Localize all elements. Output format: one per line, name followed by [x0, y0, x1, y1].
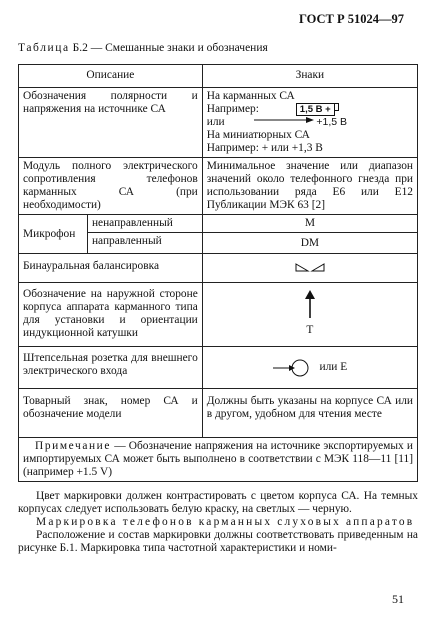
sign-line: На миниатюрных СА	[206, 129, 310, 141]
paragraph: Цвет маркировки должен контрастировать с цветом корпуса СА. На темных корпусах следует использовать белую краску, на светлых — черную.	[18, 490, 418, 515]
sign-example-label: Например:	[206, 103, 259, 115]
sign-line: Например: + или +1,3 В	[206, 142, 323, 154]
row-signs: Минимальное значение или диапазон значений около телефонного гнезда при использовании ряда Е6 или Е12 Публикации МЭК 63 [2]	[202, 158, 417, 215]
note-text: — Обозначение напряжения на источнике экспортируемых и импортируемых СА может быть выполнено в соответствии с МЭК 118—11 [11] (например +1.5 V)	[23, 440, 413, 478]
input-socket-icon	[273, 358, 313, 378]
row-description: Обозначения полярности и напряжения на источнике СА	[19, 88, 203, 158]
signs-table	[18, 64, 418, 482]
table-row	[19, 389, 418, 438]
row-description: Бинауральная балансировка	[19, 254, 203, 283]
section-heading: Маркировка телефонов карманных слуховых аппаратов	[36, 516, 415, 528]
right-arrow-icon	[254, 116, 314, 124]
caption-number: Б.2	[72, 42, 88, 54]
col-header-description: Описание	[19, 65, 203, 88]
row-description: Обозначение на наружной стороне корпуса аппарата карманного типа для установки и ориентации индукционной катушки	[19, 283, 203, 347]
row-signs	[202, 283, 417, 347]
page-number: 51	[392, 592, 404, 606]
table-row	[19, 158, 418, 215]
arrow-voltage-label: +1,5 В	[316, 116, 348, 128]
paragraph: Расположение и состав маркировки должны соответствовать приведенным на рисунке Б.1. Маркировка типа частотной характеристики и номи-	[18, 529, 418, 554]
sign-line: На карманных СА	[206, 90, 295, 102]
note-label: Примечание	[35, 440, 112, 452]
caption-prefix: Таблица	[18, 42, 70, 54]
row-signs: DM	[202, 233, 417, 254]
standard-header: ГОСТ Р 51024—97	[298, 12, 404, 26]
table-row	[19, 283, 418, 347]
row-subdescription: ненаправленный	[87, 215, 202, 233]
row-subdescription: направленный	[87, 233, 202, 254]
row-description: Модуль полного электрического сопротивления телефонов карманных СА (при необходимости)	[19, 158, 203, 215]
sign-line	[207, 103, 413, 116]
table-row	[19, 347, 418, 389]
table-row	[19, 88, 418, 158]
caption-title: — Смешанные знаки и обозначения	[87, 42, 268, 54]
battery-box-icon: 1,5 В +	[290, 103, 339, 115]
table-caption	[18, 42, 268, 54]
sign-or-label: или	[206, 116, 225, 128]
table-row	[19, 254, 418, 283]
body-text	[18, 490, 418, 555]
row-signs: Должны быть указаны на корпусе СА или в другом, удобном для чтения месте	[202, 389, 417, 438]
table-note-row	[19, 438, 418, 482]
coil-sign: Т	[306, 324, 314, 336]
table-note	[19, 438, 418, 482]
row-description: Товарный знак, номер СА и обозначение модели	[19, 389, 203, 438]
binaural-balance-icon	[295, 261, 325, 273]
socket-alt-sign: или Е	[319, 361, 348, 374]
sign-line	[207, 116, 413, 129]
table-header-row	[19, 65, 418, 88]
up-arrow-icon	[304, 290, 316, 318]
row-description: Штепсельная розетка для внешнего электрического входа	[19, 347, 203, 389]
row-description: Микрофон	[19, 215, 88, 254]
row-signs	[202, 88, 417, 158]
row-signs: М	[202, 215, 417, 233]
col-header-signs: Знаки	[202, 65, 417, 88]
table-row	[19, 215, 418, 233]
row-signs	[202, 254, 417, 283]
row-signs	[202, 347, 417, 389]
